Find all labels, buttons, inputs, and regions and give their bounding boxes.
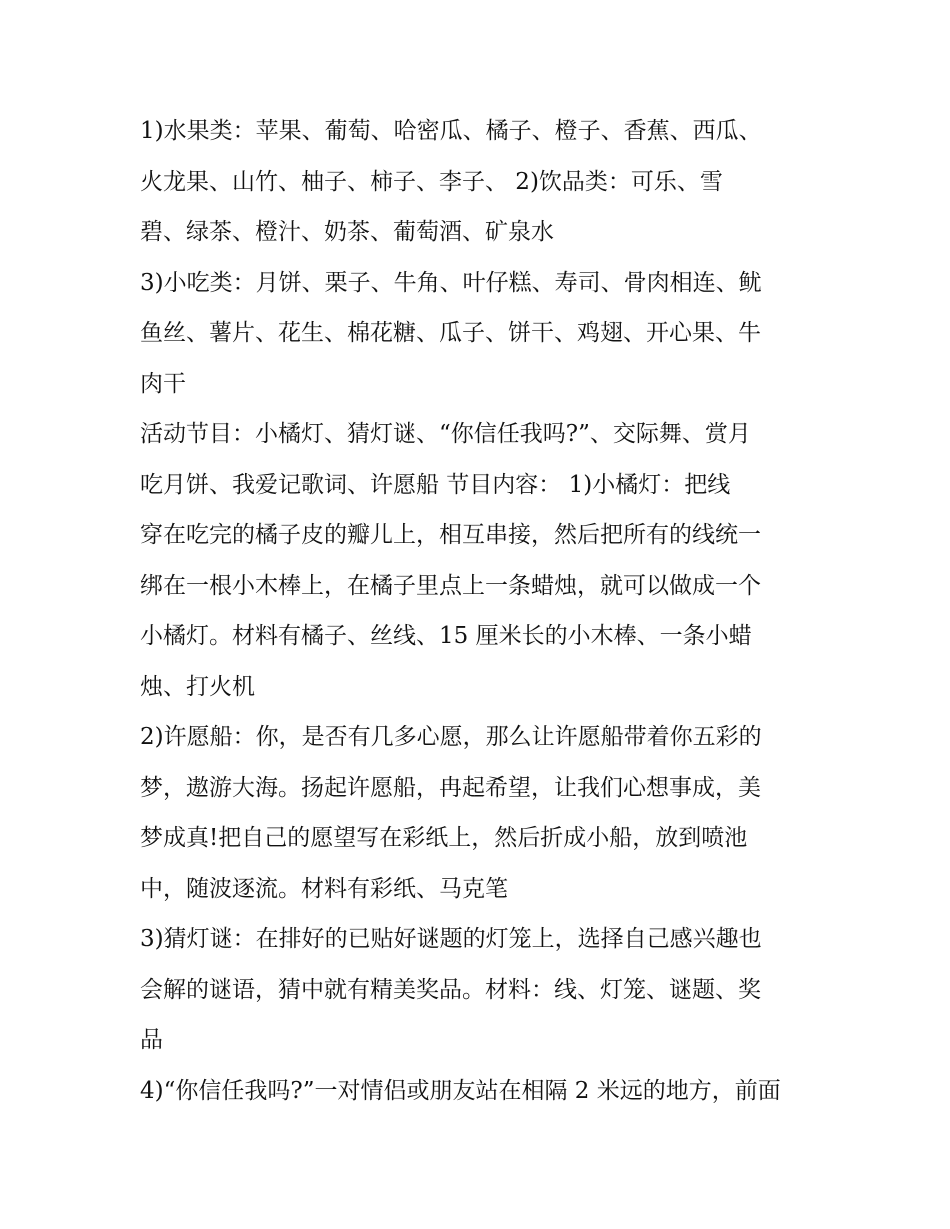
text-line: 1)水果类：苹果、葡萄、哈密瓜、橘子、橙子、香蕉、西瓜、 bbox=[140, 118, 762, 144]
document-body bbox=[140, 106, 820, 1116]
text-line: 小橘灯。材料有橘子、丝线、15 厘米长的小木棒、一条小蜡 bbox=[140, 623, 752, 649]
text-line: 4)“你信任我吗?”一对情侣或朋友站在相隔 2 米远的地方，前面 bbox=[140, 1077, 781, 1104]
text-line: 会解的谜语，猜中就有精美奖品。材料：线、灯笼、谜题、奖 bbox=[140, 976, 761, 1003]
text-line: 吃月饼、我爱记歌词、许愿船 节目内容： 1)小橘灯：把线 bbox=[140, 471, 731, 498]
text-line: 烛、打火机 bbox=[140, 673, 255, 700]
text-line: 绑在一根小木棒上，在橘子里点上一条蜡烛，就可以做成一个 bbox=[140, 572, 761, 599]
text-line: 梦成真!把自己的愿望写在彩纸上，然后折成小船，放到喷池 bbox=[140, 825, 748, 851]
text-line: 3)小吃类：月饼、栗子、牛角、叶仔糕、寿司、骨肉相连、鱿 bbox=[140, 269, 762, 296]
text-line: 碧、绿茶、橙汁、奶茶、葡萄酒、矿泉水 bbox=[140, 219, 554, 245]
text-line: 2)许愿船：你，是否有几多心愿，那么让许愿船带着你五彩的 bbox=[140, 724, 762, 750]
text-line: 3)猜灯谜：在排好的已贴好谜题的灯笼上，选择自己感兴趣也 bbox=[140, 926, 762, 952]
text-line: 火龙果、山竹、柚子、柿子、李子、 2)饮品类：可乐、雪 bbox=[140, 168, 723, 195]
text-line: 鱼丝、薯片、花生、棉花糖、瓜子、饼干、鸡翅、开心果、牛 bbox=[140, 320, 761, 346]
text-line: 肉干 bbox=[140, 370, 186, 397]
text-line: 中，随波逐流。材料有彩纸、马克笔 bbox=[140, 875, 508, 902]
text-line: 品 bbox=[140, 1027, 163, 1053]
text-line: 梦，遨游大海。扬起许愿船，冉起希望，让我们心想事成，美 bbox=[140, 774, 761, 801]
text-line: 活动节目：小橘灯、猜灯谜、“你信任我吗?”、交际舞、赏月 bbox=[140, 421, 751, 447]
text-line: 穿在吃完的橘子皮的瓣儿上，相互串接，然后把所有的线统一 bbox=[140, 522, 761, 548]
